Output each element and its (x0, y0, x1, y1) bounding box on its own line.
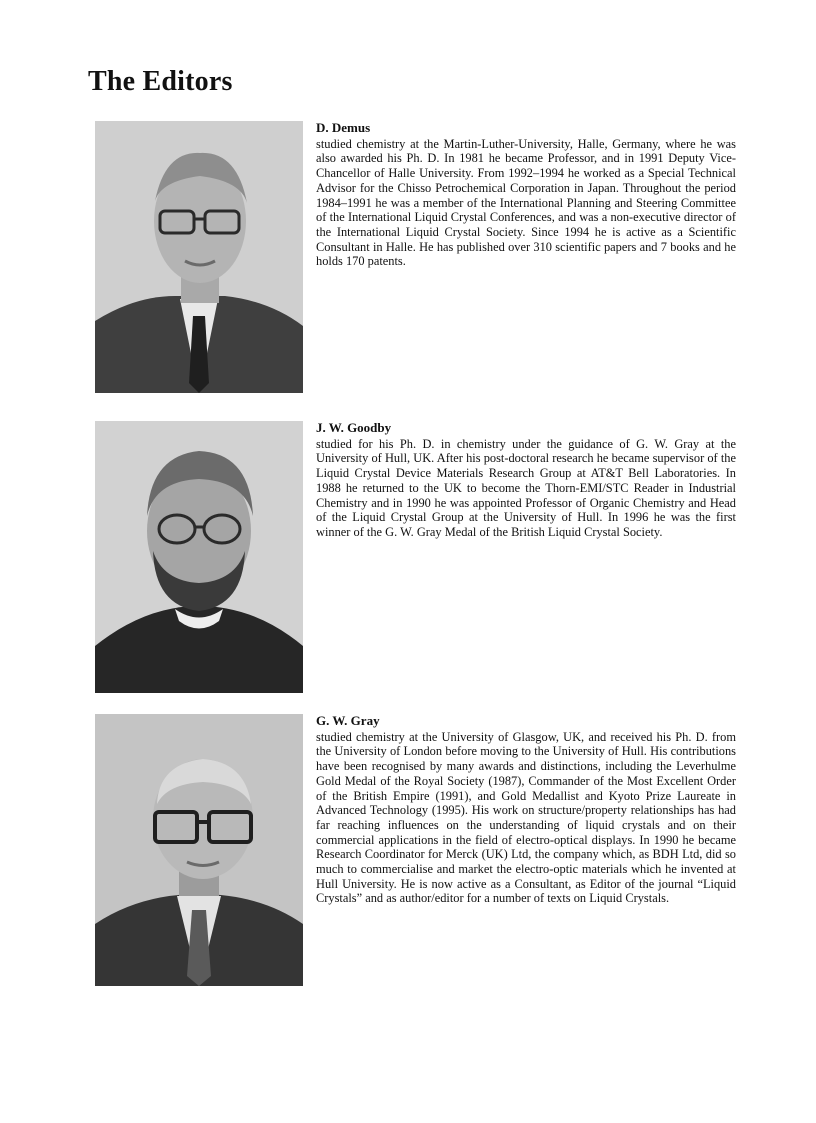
editor-biography: studied chemistry at the Martin-Luther-University, Halle, Germany, where he was also awarded his Ph. D. In 1981 he became Professor, and in 1991 Deputy Vice-Chancellor of Halle University. From 1992–1994 he worked as a Special Technical Advisor for the Chisso Petrochemical Corporation in Japan. Throughout the period 1984–1991 he was a member of the International Planning and Steering Committee of the International Liquid Crystal Conferences, and was a non-executive director of the International Liquid Crystal Society. Since 1994 he is active as a Scientific Consultant in Halle. He has published over 310 scientific papers and 7 books and he holds 170 patents. (316, 136, 736, 269)
editor-bio-gray (316, 714, 736, 906)
editor-name: D. Demus (316, 120, 371, 135)
editor-bio-goodby (316, 421, 736, 540)
editor-portrait-demus (95, 121, 303, 393)
editor-portrait-goodby (95, 421, 303, 693)
editor-biography: studied chemistry at the University of Glasgow, UK, and received his Ph. D. from the University of London before moving to the University of Hull. His contributions have been recognised by many awards and distinctions, including the Leverhulme Gold Medal of the Royal Society (1987), Commander of the Most Excellent Order of the British Empire (1991), and Gold Medallist and Kyoto Prize Laureate in Advanced Technology (1995). His work on structure/property relationships has had far reaching influences on the understanding of liquid crystals and on their commercial applications in the field of electro-optical displays. In 1990 he became Research Coordinator for Merck (UK) Ltd, the company which, as BDH Ltd, did so much to commercialise and market the electro-optic materials which he invented at Hull University. He is now active as a Consultant, as Editor of the journal “Liquid Crystals” and as author/editor for a number of texts on Liquid Crystals. (316, 729, 736, 906)
page-title: The Editors (88, 66, 233, 97)
editor-biography: studied for his Ph. D. in chemistry under the guidance of G. W. Gray at the University of Hull, UK. After his post-doctoral research he became supervisor of the Liquid Crystal Device Materials Research Group at AT&T Bell Laboratories. In 1988 he returned to the UK to become the Thorn-EMI/STC Reader in Industrial Chemistry and in 1990 he was appointed Professor of Organic Chemistry and Head of the Liquid Crystal Group at the University of Hull. In 1996 he was the first winner of the G. W. Gray Medal of the British Liquid Crystal Society. (316, 436, 736, 539)
editor-name: G. W. Gray (316, 713, 380, 728)
editor-bio-demus (316, 121, 736, 269)
editor-portrait-gray (95, 714, 303, 986)
editor-name: J. W. Goodby (316, 420, 392, 435)
